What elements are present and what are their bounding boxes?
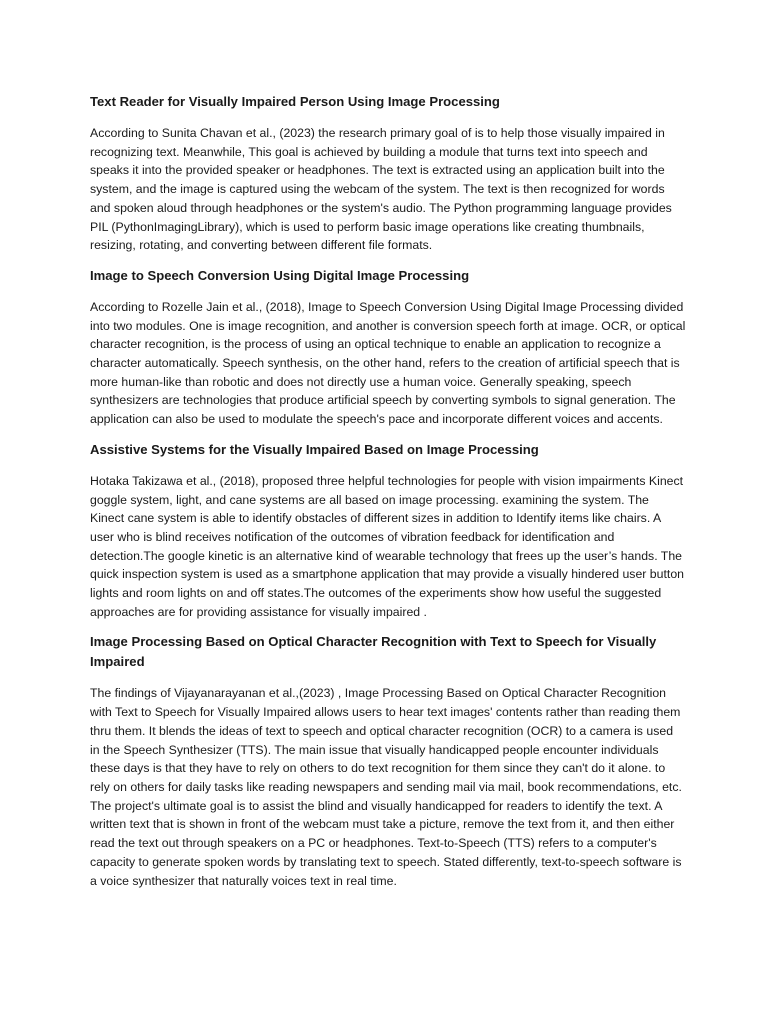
section-paragraph: According to Rozelle Jain et al., (2018), Image to Speech Conversion Using Digital Image Processing divided into two modules. One is image recognition, and another is conversion speech forth at image. OCR, or optical character recognition, is the process of using an optical technique to enable an application to recognize a character automatically. Speech synthesis, on the other hand, refers to the creation of artificial speech that is more human-like than robotic and does not directly use a human voice. Generally speaking, speech synthesizers are technologies that produce artificial speech by converting symbols to signal generation. The application can also be used to modulate the speech's pace and incorporate different voices and accents.	[90, 299, 686, 427]
section-heading: Image to Speech Conversion Using Digital Image Processing	[90, 267, 470, 283]
section-paragraph: According to Sunita Chavan et al., (2023) the research primary goal of is to help those visually impaired in recognizing text. Meanwhile, This goal is achieved by building a module that turns text into speech and speaks it into the provided speaker or headphones. The text is extracted using an application built into the system, and the image is captured using the webcam of the system. The text is then recognized for words and spoken aloud through headphones or the system's audio. The Python programming language provides PIL (PythonImagingLibrary), which is used to perform basic image operations like creating thumbnails, resizing, rotating, and converting between different file formats.	[90, 126, 672, 253]
section-heading: Text Reader for Visually Impaired Person Using Image Processing	[90, 94, 500, 109]
section-paragraph: Hotaka Takizawa et al., (2018), proposed three helpful technologies for people with vision impairments Kinect goggle system, light, and cane systems are all based on image processing. examining the system. The Kinect cane system is able to identify obstacles of different sizes in addition to Identify items like chairs. A user who is blind receives notification of the outcomes of vibration feedback for identification and detection.The google kinetic is an alternative kind of wearable technology that frees up the user’s hands. The quick inspection system is used as a smartphone application that may provide a visually hindered user button lights and room lights on and off states.The outcomes of the experiments show how useful the suggested approaches are for providing assistance for visually impaired .	[90, 473, 684, 619]
section-heading: Assistive Systems for the Visually Impaired Based on Image Processing	[90, 441, 539, 457]
section-paragraph: The findings of Vijayanarayanan et al.,(2023) , Image Processing Based on Optical Character Recognition with Text to Speech for Visually Impaired allows users to hear text images' contents rather than reading them thru them. It blends the ideas of text to speech and optical character recognition (OCR) to a camera is used in the Speech Synthesizer (TTS). The main issue that visually handicapped people encounter individuals these days is that they have to rely on others to do text recognition for them since they can't do it alone. to rely on others for daily tasks like reading newspapers and sending mail via mail, book recommendations, etc. The project's ultimate goal is to assist the blind and visually handicapped for readers to identify the text. A written text that is shown in front of the webcam must take a picture, remove the text from it, and then either read the text out through speakers on a PC or headphones. Text-to-Speech (TTS) refers to a computer's capacity to generate spoken words by translating text to speech. Stated differently, text-to-speech software is a voice synthesizer that naturally voices text in real time.	[90, 686, 682, 888]
section-heading: Image Processing Based on Optical Character Recognition with Text to Speech for Visually Impaired	[90, 634, 657, 670]
document-page	[90, 92, 686, 901]
